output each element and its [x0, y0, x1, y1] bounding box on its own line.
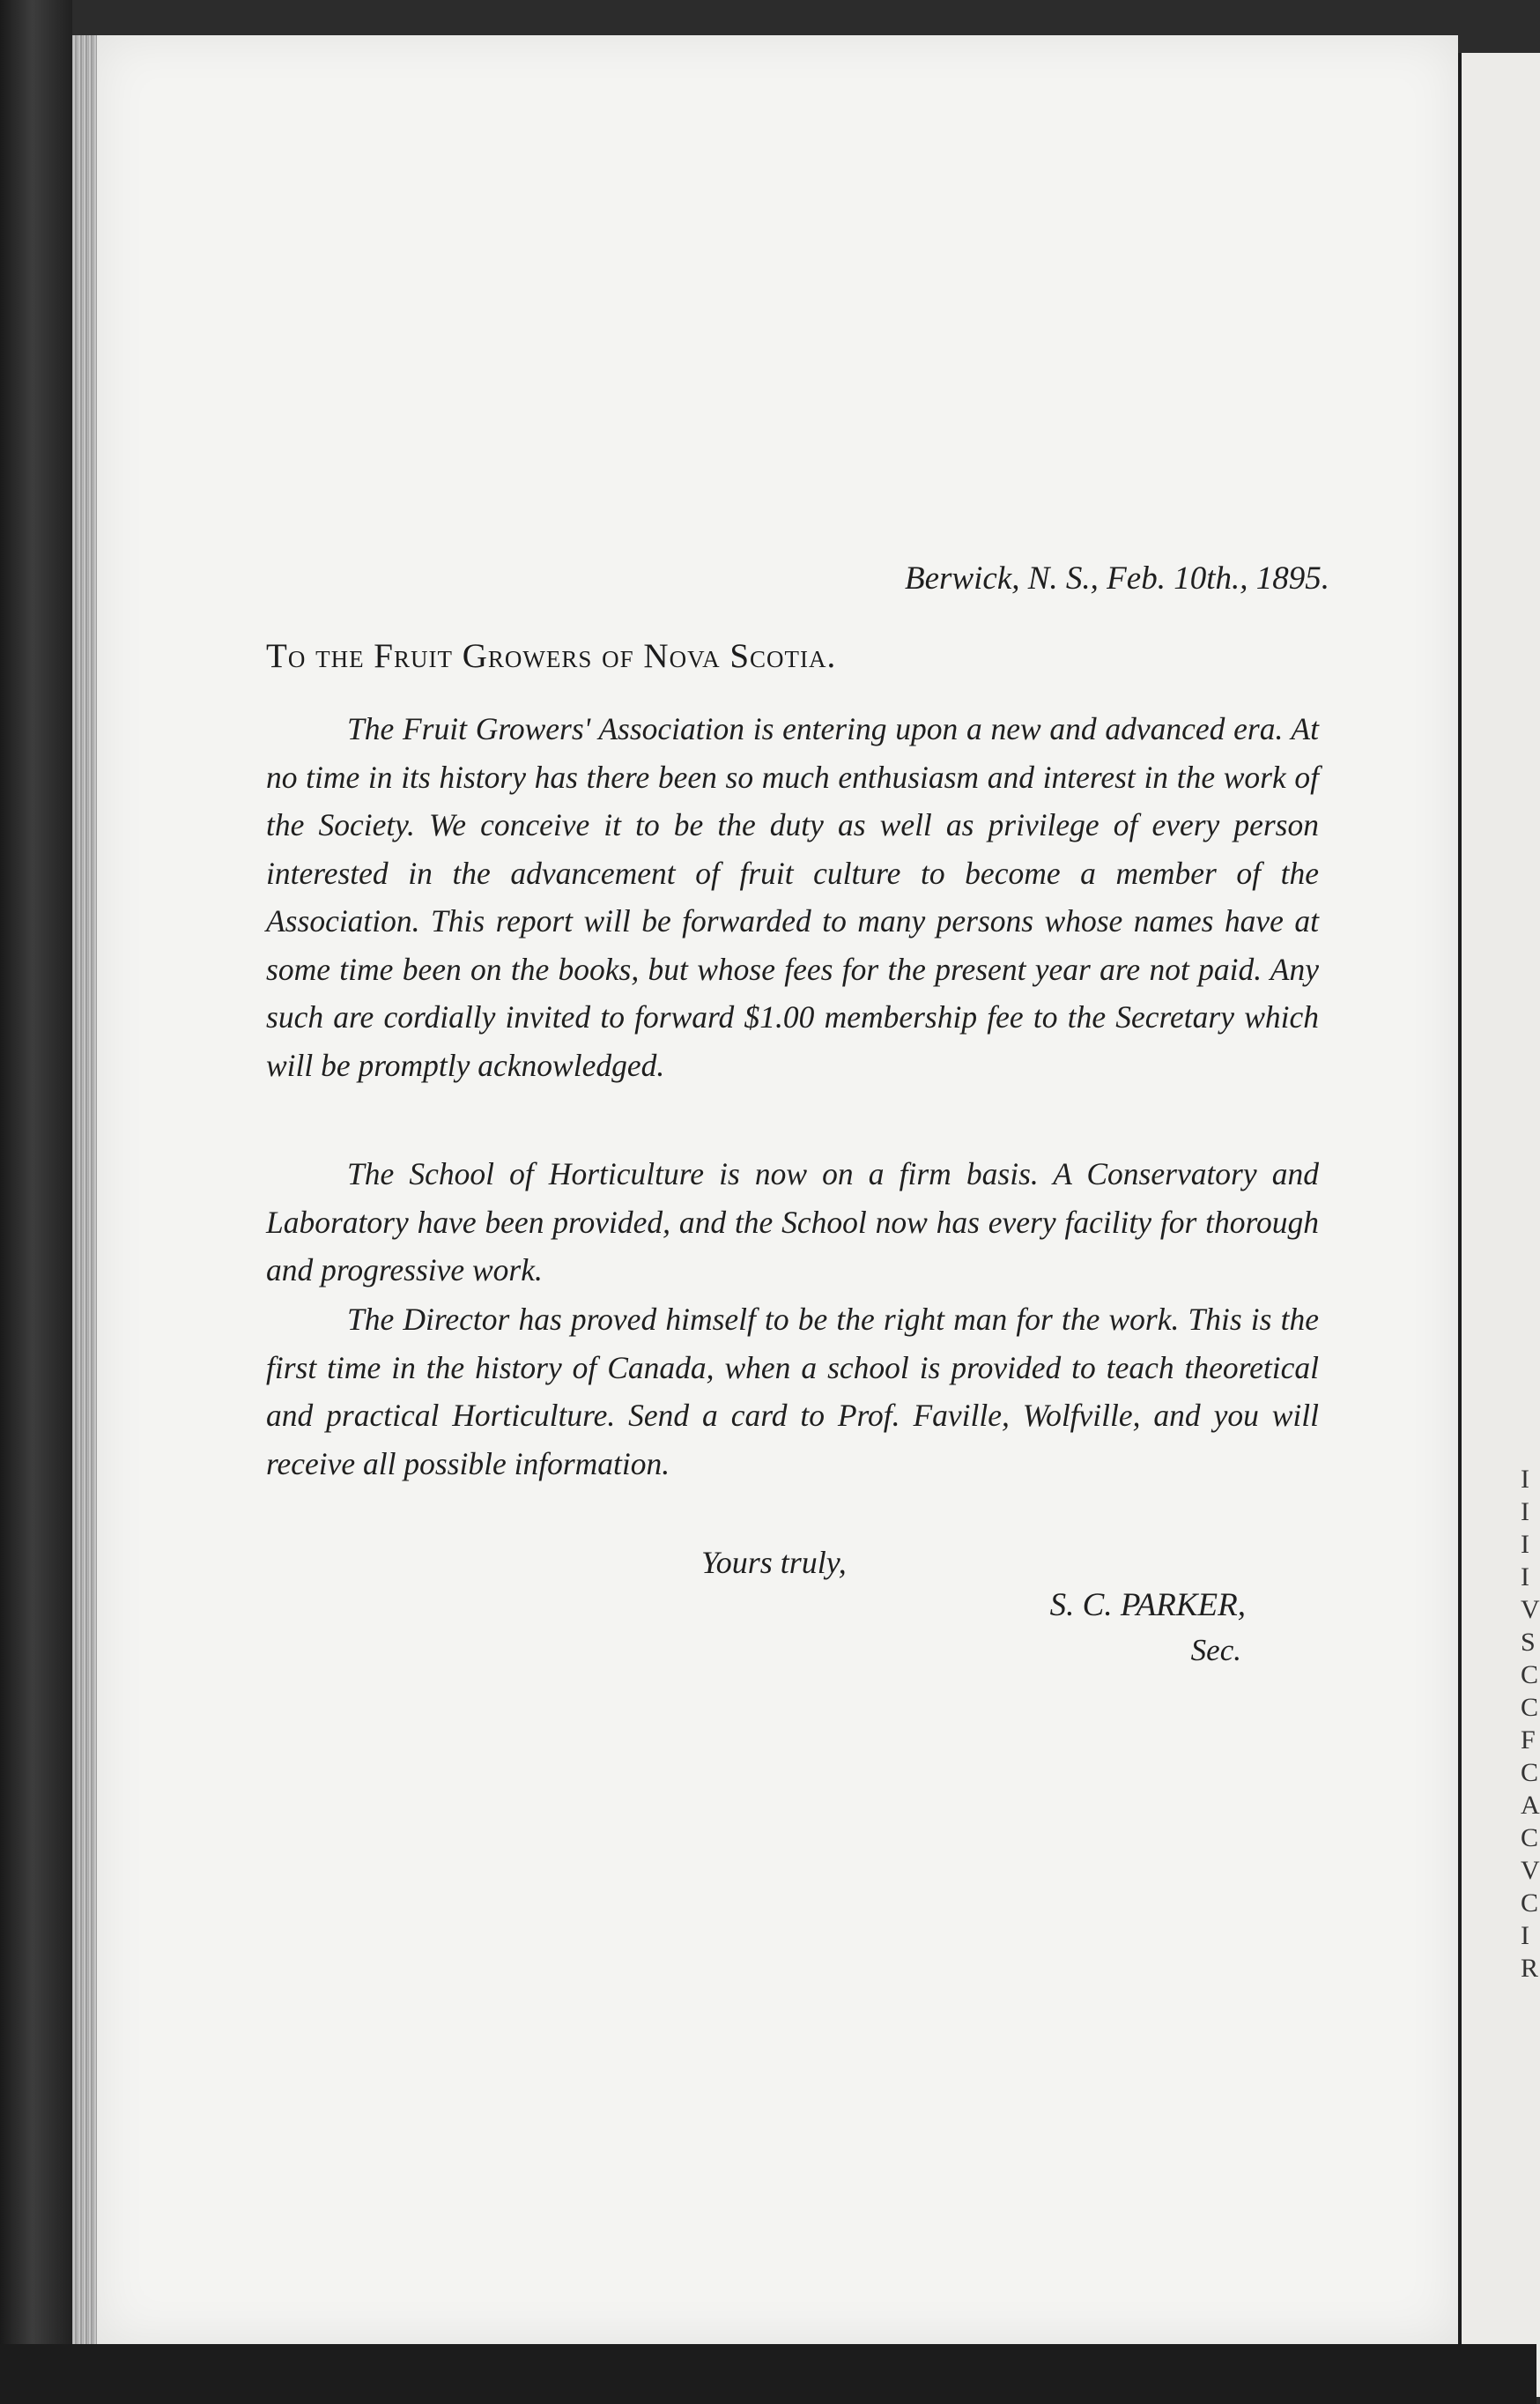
letter-signature-title: Sec. — [1190, 1633, 1241, 1667]
facing-page-letter: C — [1521, 1758, 1539, 1787]
letter-salutation — [266, 636, 836, 676]
facing-page-letter: F — [1521, 1725, 1536, 1755]
facing-page-letter: V — [1521, 1856, 1540, 1885]
facing-page-letter: V — [1521, 1595, 1540, 1624]
facing-page-edge — [1458, 53, 1540, 2397]
facing-page-letter: C — [1521, 1660, 1539, 1689]
letter-paragraph-membership: The Fruit Growers' Association is entering upon a new and advanced era. At no time in its history has there been so much enthusiasm and interest in the work of the Society. We conceive it to be the duty as well as privilege of every person interested in the advancement of fruit culture to become a member of the Association. This report will be forwarded to many persons whose names have at some time been on the books, but whose fees for the present year are not paid. Any such are cordially invited to forward $1.00 membership fee to the Secretary which will be promptly acknowledged. — [266, 711, 1319, 1083]
letter-dateline: Berwick, N. S., Feb. 10th., 1895. — [905, 560, 1329, 597]
facing-page-letter: S — [1521, 1628, 1536, 1657]
facing-page-letter: I — [1521, 1921, 1529, 1950]
facing-page-letter: I — [1521, 1497, 1529, 1526]
facing-page-letter: C — [1521, 1888, 1539, 1918]
facing-page-letter: R — [1521, 1954, 1539, 1983]
facing-page-letter: I — [1521, 1530, 1529, 1559]
facing-page-letter: C — [1521, 1823, 1539, 1852]
facing-page-letter: I — [1521, 1562, 1529, 1592]
salutation-text: To the Fruit Growers of Nova Scotia. — [266, 637, 837, 675]
facing-page-letters — [1521, 1463, 1540, 1985]
facing-page-letter: A — [1521, 1791, 1540, 1820]
letter-paragraph-director: The Director has proved himself to be the right man for the work. This is the first time in the history of Canada, when a school is provided to teach theoretical and practical Horticulture. Send a card to Prof. Faville, Wolfville, and you will receive all possible information. — [266, 1302, 1319, 1481]
facing-page-letter: I — [1521, 1465, 1529, 1494]
page-stack-edge — [72, 35, 99, 2344]
letter-paragraph-school: The School of Horticulture is now on a firm basis. A Conservatory and Laboratory have been provided, and the School now has every facility for thorough and progressive work. — [266, 1156, 1319, 1287]
letter-signature: S. C. PARKER, — [1049, 1587, 1246, 1623]
facing-page-letter: C — [1521, 1693, 1539, 1722]
letter-closing: Yours truly, — [701, 1545, 847, 1580]
scanner-edge-left — [0, 0, 72, 2404]
scanner-edge-bottom — [0, 2344, 1536, 2404]
